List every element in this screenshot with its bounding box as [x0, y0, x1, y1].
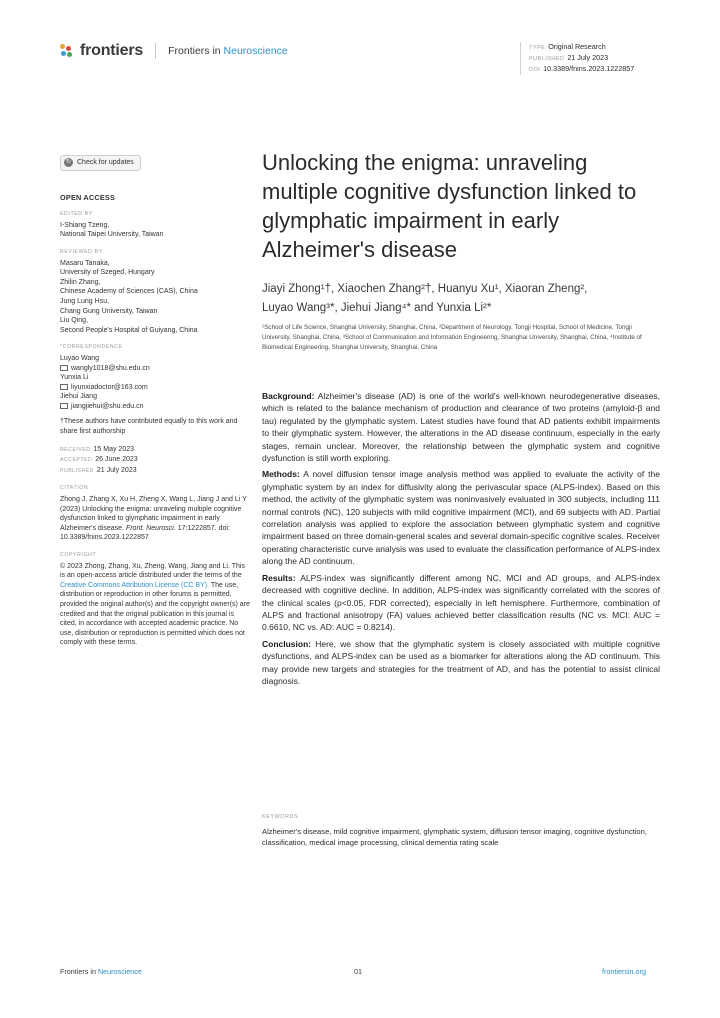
mail-icon — [60, 384, 68, 390]
article-meta: TYPE Original Research PUBLISHED 21 July 2023 DOI 10.3389/fnins.2023.1222857 — [520, 42, 634, 75]
email-link[interactable]: wangly1018@shu.edu.cn — [71, 364, 150, 372]
mail-icon — [60, 403, 68, 409]
open-access-label: OPEN ACCESS — [60, 192, 116, 202]
edited-by-label: EDITED BY — [60, 211, 93, 218]
author-list: Jiayi Zhong¹†, Xiaochen Zhang²†, Huanyu Xu¹, Xiaoran Zheng², Luyao Wang³*, Jiehui Jiang⁴* and Yunxia Li²* — [262, 283, 588, 314]
correspondence-label: *CORRESPONDENCE — [60, 344, 123, 351]
keywords: Alzheimer's disease, mild cognitive impairment, glymphatic system, diffusion tensor imaging, cognitive dysfunction, classification, medical image processing, clinical dementia rating scale — [262, 827, 647, 848]
keywords-label: KEYWORDS — [262, 814, 299, 820]
abstract-conclusion: Conclusion: Here, we show that the glymphatic system is closely associated with multiple cognitive dysfunctions, and ALPS-index can be used as a biomarker for alterations along the AD continuum. This may provide new targets and strategies for the treatment of AD, and has the potential to assist clinical diagnosis. — [262, 638, 660, 686]
page-number: 01 — [354, 967, 362, 976]
doi-link[interactable]: 10.3389/fnins.2023.1222857 — [543, 64, 635, 73]
copyright-label: COPYRIGHT — [60, 552, 97, 558]
logo-text: frontiers — [80, 42, 144, 59]
citation-block: Zhong J, Zhang X, Xu H, Zheng X, Wang L, Jiang J and Li Y (2023) Unlocking the enigma: unraveling multiple cognitive dysfunction linked to glymphatic impairment in early Alzheimer's disease. Front. Neurosci. 17:1222857. doi: 10.3389/fnins.2023.1222857 — [60, 496, 247, 542]
dates-block: RECEIVED 15 May 2023 ACCEPTED 26 June 2023 PUBLISHED 21 July 2023 — [60, 445, 138, 474]
header-brand — [60, 42, 288, 60]
abstract-results: Results: ALPS-index was significantly different among NC, MCI and AD groups, and ALPS-index decreased with cognitive decline. In addition, ALPS-index was significantly correlated with the scores of the clinical scales (p<0.05, FDR corrected), especially in left hemisphere. Furthermore, combination of ALPS and fractional anisotropy (FA) values achieved better classification results (NC vs. MCI: AUC = 0.6610, NC vs. AD: AUC = 0.8214). — [262, 572, 660, 633]
abstract — [262, 390, 660, 691]
reviewed-by-label: REVIEWED BY — [60, 248, 103, 255]
journal-name[interactable]: Frontiers in Neuroscience — [168, 45, 288, 57]
copyright-block: © 2023 Zhong, Zhang, Xu, Zheng, Wang, Jiang and Li. This is an open-access article distributed under the terms of the Creative Commons Attribution License (CC BY). The use, distribution or reproduction in other forums is permitted, provided the original author(s) and the copyright owner(s) are credited and that the original publication in this journal is cited, in accordance with accepted academic practice. No use, distribution or reproduction is permitted which does not comply with these terms. — [60, 562, 250, 647]
header-divider — [155, 43, 156, 59]
check-for-updates-button[interactable]: ↻ Check for updates — [60, 155, 141, 171]
email-link[interactable]: liyunxiadoctor@163.com — [71, 383, 148, 391]
article-type: Original Research — [548, 42, 606, 51]
reviewers-block: Masaru Tanaka, University of Szeged, Hungary Zhilin Zhang, Chinese Academy of Sciences (CAS), China Jung Lung Hsu, Chang Gung University, Taiwan Liu Qing, Second People's Hospital of Guiyang, China — [60, 259, 198, 334]
footer-journal[interactable]: Frontiers in Neuroscience — [60, 967, 142, 976]
frontiers-logo-icon — [60, 44, 74, 58]
left-sidebar — [60, 155, 250, 648]
abstract-background: Background: Alzheimer's disease (AD) is one of the world's well-known neurodegenerative diseases, which is related to the balance mechanism of production and clearance of two proteins (amyloid-β and tau) regulated by the glymphatic system. Latest studies have found that AD patients exhibit impairments to their glymphatic system. However, the alterations in the AD disease continuum, especially in the early stages, remain unclear. Moreover, the relationship between the glymphatic system and cognitive dysfunction is still worth exploring. — [262, 391, 660, 464]
correspondence-block: Luyao Wang wangly1018@shu.edu.cn Yunxia Li liyunxiadoctor@163.com Jiehui Jiang jiangjiehui@shu.edu.cn — [60, 354, 150, 410]
affiliations: ¹School of Life Science, Shanghai University, Shanghai, China, ²Department of Neurology, Tongji Hospital, School of Medicine, Tongji University, Shanghai, China, ³School of Communication and Information Engineering, Shanghai University, Shanghai, China, ⁴Institute of Biomedical Engineering, Shanghai University, Shanghai, China — [262, 324, 642, 351]
equal-contribution-note: †These authors have contributed equally to this work and share first authorship — [60, 418, 238, 436]
mail-icon — [60, 365, 68, 371]
article-title: Unlocking the enigma: unraveling multiple cognitive dysfunction linked to glymphatic impairment in early Alzheimer's disease — [262, 150, 637, 262]
update-icon: ↻ — [65, 159, 72, 166]
citation-doi[interactable]: doi: 10.3389/fnins.2023.1222857 — [60, 524, 230, 542]
editor-block: I-Shiang Tzeng, National Taipei University, Taiwan — [60, 221, 164, 239]
email-link[interactable]: jiangjiehui@shu.edu.cn — [71, 402, 144, 410]
license-link[interactable]: Creative Commons Attribution License (CC BY). — [60, 581, 209, 589]
citation-label: CITATION — [60, 485, 89, 492]
abstract-methods: Methods: A novel diffusion tensor image analysis method was applied to evaluate the activity of the glymphatic system by an index for diffusivity along the perivascular space (ALPS-index). Based on this method, the activity of the glymphatic system was noninvasively evaluated in 300 subjects, including 111 normal controls (NC), 120 subjects with mild cognitive impairment (MCI), and 69 subjects with AD. Partial correlation analysis was applied to explore the association between glymphatic system and cognitive impairment based on three domain-general scales and several domain-specific cognitive scales. Receiver operating characteristic curve analysis was used to evaluate the classification performance of ALPS-index along the AD continuum. — [262, 469, 660, 567]
footer-site-link[interactable]: frontiersin.org — [602, 967, 646, 976]
published-date: 21 July 2023 — [567, 53, 609, 62]
